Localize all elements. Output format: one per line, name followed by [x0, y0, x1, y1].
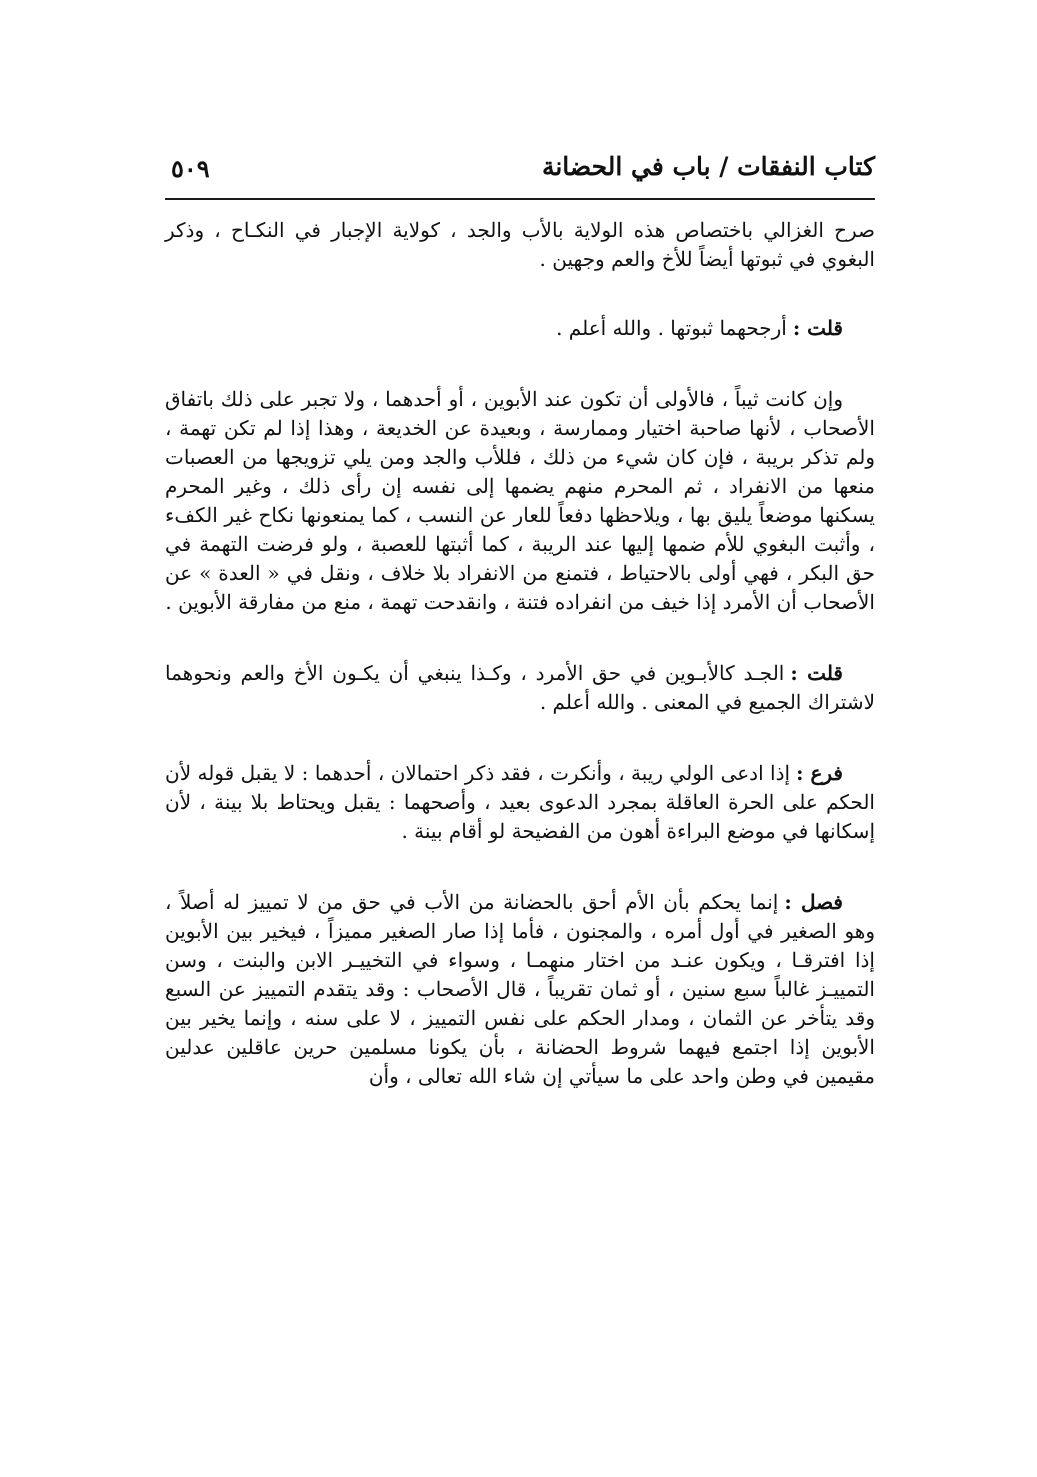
paragraph [165, 659, 875, 717]
paragraph-text: إنما يحكم بأن الأم أحق بالحضانة من الأب في حق من لا تمييز له أصلاً ، وهو الصغير في أول أمره ، والمجنون ، فأما إذا صار الصغير مميزاً ، فيخير بين الأبوين إذا افترقـا ، ويكون عنـد من اختار منهمـا ، وسواء في التخييـر الابن والبنت ، وسن التمييـز غالباً سبع سنين ، أو ثمان تقريباً ، قال الأصحاب : وقد يتقدم التمييز عن السبع وقد يتأخر عن الثمان ، ومدار الحكم على نفس التمييز ، لا على سنه ، وإنما يخير بين الأبوين إذا اجتمع فيهما شروط الحضانة ، بأن يكونا مسلمين حرين عاقلين عدلين مقيمين في وطن واحد على ما سيأتي إن شاء الله تعالى ، وأن [165, 890, 875, 1088]
paragraph-text: وإن كانت ثيباً ، فالأولى أن تكون عند الأبوين ، أو أحدهما ، ولا تجبر على ذلك باتفاق الأصحاب ، لأنها صاحبة اختيار وممارسة ، وبعيدة عن الخديعة ، وهذا إذا لم تكن تهمة ، ولم تذكر بريبة ، فإن كان شيء من ذلك ، فللأب والجد ومن يلي تزويجها من العصبات منعها من الانفراد ، ثم المحرم منهم يضمها إلى نفسه إن رأى ذلك ، وغير المحرم يسكنها موضعاً يليق بها ، ويلاحظها دفعاً للعار عن النسب ، كما يمنعونها نكاح غير الكفء ، وأثبت البغوي للأم ضمها إليها عند الريبة ، كما أثبتها للعصبة ، ولو فرضت التهمة في حق البكر ، فهي أولى بالاحتياط ، فتمنع من الانفراد بلا خلاف ، ونقل في « العدة » عن الأصحاب أن الأمرد إذا خيف من انفراده فتنة ، وانقدحت تهمة ، منع من مفارقة الأبوين . [165, 387, 875, 614]
paragraph-text: أرجحهما ثبوتها . والله أعلم . [556, 316, 787, 340]
chapter-title: كتاب النفقات / باب في الحضانة [541, 152, 875, 181]
paragraph [165, 888, 875, 1091]
book-page [165, 148, 875, 1091]
body-text [165, 216, 875, 1091]
running-header [165, 148, 875, 200]
paragraph-text: صرح الغزالي باختصاص هذه الولاية بالأب والجد ، كولاية الإجبار في النكـاح ، وذكر البغوي في ثبوتها أيضاً للأخ والعم وجهين . [165, 218, 875, 271]
paragraph-lead: فرع : [796, 761, 843, 785]
paragraph-lead: قلت : [790, 661, 843, 685]
paragraph-text: إذا ادعى الولي ريبة ، وأنكرت ، فقد ذكر احتمالان ، أحدهما : لا يقبل قوله لأن الحكم على الحرة العاقلة بمجرد الدعوى بعيد ، وأصحهما : يقبل ويحتاط بلا بينة ، لأن إسكانها في موضع البراءة أهون من الفضيحة لو أقام بينة . [165, 761, 875, 843]
paragraph [165, 759, 875, 846]
paragraph-lead: قلت : [792, 316, 843, 340]
paragraph [165, 216, 875, 274]
paragraph-lead: فصل : [784, 890, 843, 914]
paragraph-text: الجـد كالأبـوين في حق الأمرد ، وكـذا ينبغي أن يكـون الأخ والعم ونحوهما لاشتراك الجميع في المعنى . والله أعلم . [165, 661, 875, 714]
paragraph [165, 385, 875, 617]
page-number: ٥٠٩ [171, 154, 210, 183]
paragraph [165, 314, 875, 343]
